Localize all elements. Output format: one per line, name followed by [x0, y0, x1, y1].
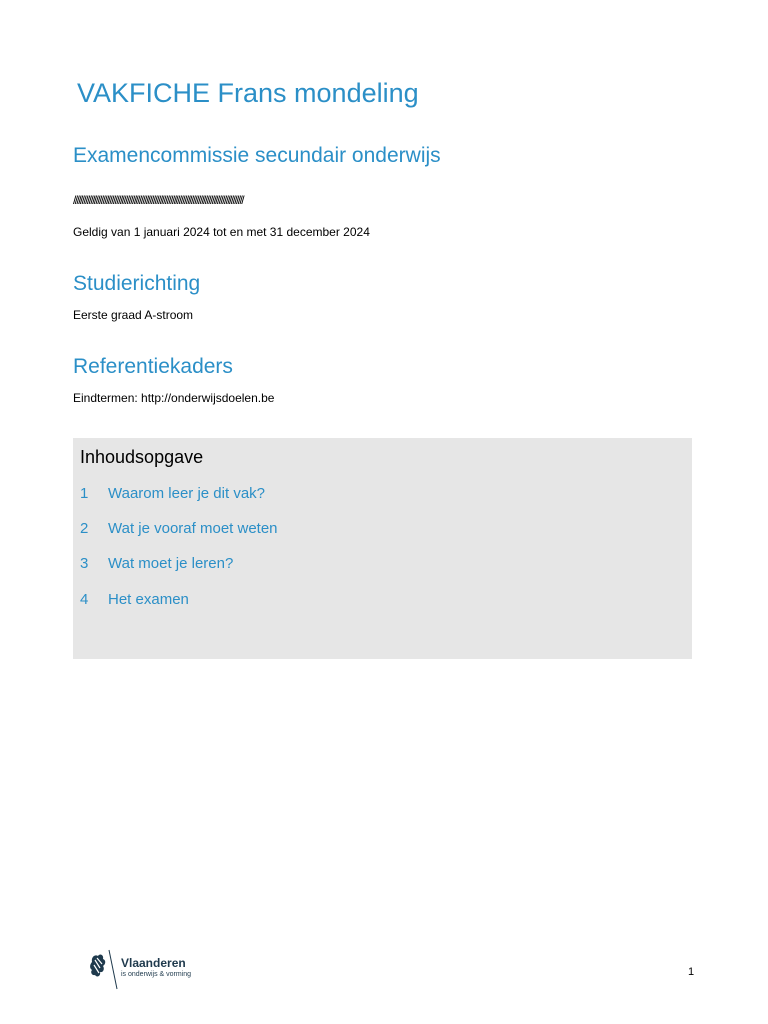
toc-item-number: 3 [80, 555, 89, 572]
page-number: 1 [688, 966, 695, 978]
vlaanderen-logo [88, 948, 208, 992]
toc-item-label: Het examen [108, 591, 189, 608]
section-heading-studierichting: Studierichting [73, 272, 201, 295]
document-subtitle: Examencommissie secundair onderwijs [73, 144, 441, 167]
toc-item-number: 2 [80, 520, 89, 537]
toc-item-number: 4 [80, 591, 89, 608]
section-heading-referentiekaders: Referentiekaders [73, 355, 233, 378]
section-text-studierichting: Eerste graad A-stroom [73, 308, 194, 322]
document-title: VAKFICHE Frans mondeling [77, 78, 419, 108]
toc-title: Inhoudsopgave [80, 447, 204, 467]
table-of-contents [73, 438, 692, 659]
logo-tagline: is onderwijs & vorming [121, 971, 192, 978]
flemish-lion-icon [88, 948, 120, 992]
section-text-referentiekaders: Eindtermen: http://onderwijsdoelen.be [73, 391, 275, 405]
toc-item-number: 1 [80, 485, 89, 502]
validity-text: Geldig van 1 januari 2024 tot en met 31 december 2024 [73, 225, 370, 239]
toc-item-label: Waarom leer je dit vak? [108, 485, 266, 502]
toc-item-label: Wat je vooraf moet weten [108, 520, 278, 537]
divider-line: ////////////////////////////////////////////////////////////////////////////////////////////////// [73, 193, 243, 207]
logo-name: Vlaanderen [121, 956, 186, 970]
toc-item-label: Wat moet je leren? [108, 555, 234, 572]
